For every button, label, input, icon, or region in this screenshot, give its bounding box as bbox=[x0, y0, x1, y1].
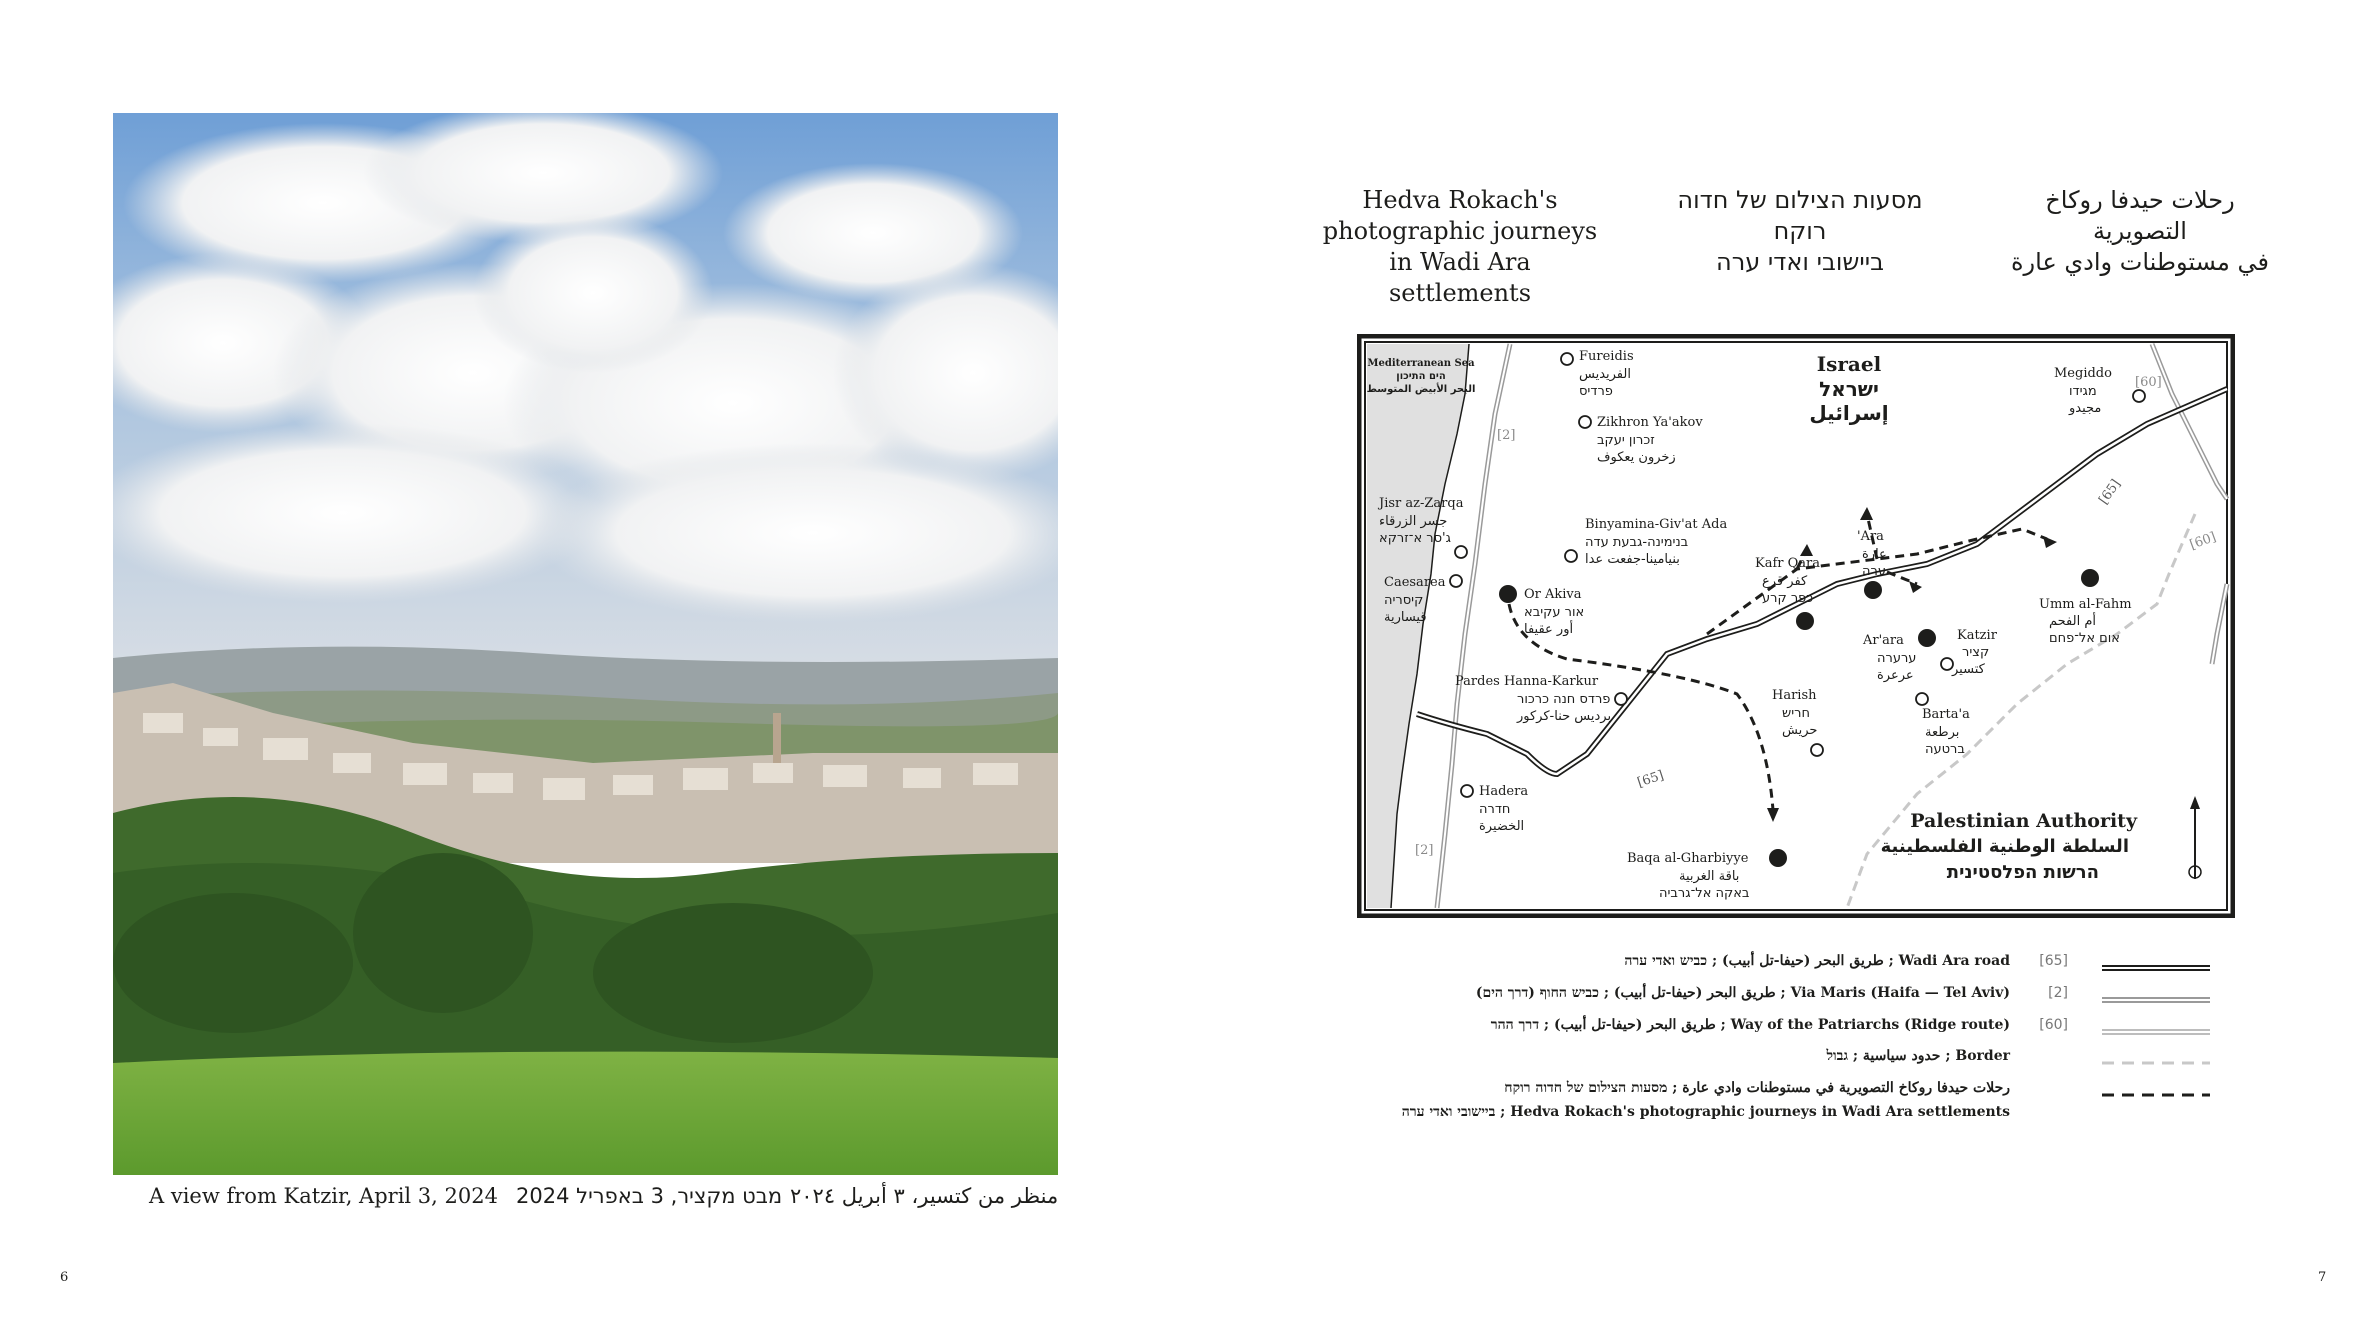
place-ara bbox=[1857, 529, 1887, 579]
svg-text:Harish: Harish bbox=[1772, 688, 1817, 703]
svg-text:ברטעה: ברטעה bbox=[1925, 742, 1965, 757]
svg-text:بنيامينا-جفعت عدا: بنيامينا-جفعت عدا bbox=[1585, 552, 1680, 567]
svg-text:إسرائيل: إسرائيل bbox=[1809, 401, 1889, 425]
svg-text:Hadera: Hadera bbox=[1479, 784, 1529, 799]
svg-text:عرعرة: عرعرة bbox=[1877, 668, 1914, 683]
svg-text:פרדיס: פרדיס bbox=[1579, 384, 1613, 399]
legend-row-60: طريق البحر (حيفا-تل أبيب) ; דרך ההר ; Way of the Patriarchs (Ridge route) [60] bbox=[1490, 1017, 2068, 1033]
page-number-left: 6 bbox=[60, 1270, 69, 1285]
svg-text:אור עקיבא: אור עקיבא bbox=[1524, 605, 1585, 620]
israel-label bbox=[1809, 352, 1888, 425]
svg-text:הרשות הפלסטינית: הרשות הפלסטינית bbox=[1946, 862, 2099, 883]
legend-row-2: طريق البحر (حيفا-تل أبيب) ; כביש החוף (דרך הים) ; Via Maris (Haifa — Tel Aviv) [2] bbox=[1475, 985, 2068, 1001]
svg-text:Baqa al-Gharbiyye: Baqa al-Gharbiyye bbox=[1627, 851, 1749, 866]
legend-row-65: طريق البحر (حيفا-تل أبيب) ; כביש ואדי ערה ; Wadi Ara road [65] bbox=[1624, 953, 2068, 969]
page-number-right: 7 bbox=[2318, 1270, 2327, 1285]
svg-text:כפר קרע: כפר קרע bbox=[1762, 591, 1814, 606]
svg-text:زخرون يعكوف: زخرون يعكوف bbox=[1597, 450, 1676, 465]
svg-text:Palestinian Authority: Palestinian Authority bbox=[1910, 810, 2137, 832]
svg-text:Caesarea: Caesarea bbox=[1384, 575, 1446, 590]
svg-text:برديس حنا-كركور: برديس حنا-كركور bbox=[1517, 709, 1612, 724]
svg-text:قيسارية: قيسارية bbox=[1384, 610, 1427, 625]
svg-text:جسر الزرقاء: جسر الزرقاء bbox=[1379, 514, 1448, 529]
svg-text:أم الفحم: أم الفحم bbox=[2049, 614, 2096, 629]
wadi-ara-map bbox=[1357, 334, 2235, 918]
svg-text:السلطة الوطنية الفلسطينية: السلطة الوطنية الفلسطينية bbox=[1880, 836, 2129, 857]
caption-english: A view from Katzir, April 3, 2024 bbox=[149, 1184, 498, 1208]
svg-text:חדרה: חדרה bbox=[1479, 802, 1511, 817]
svg-text:Binyamina-Giv'at Ada: Binyamina-Giv'at Ada bbox=[1585, 517, 1728, 532]
svg-text:בנימינה-גבעת עדה: בנימינה-גבעת עדה bbox=[1585, 535, 1689, 550]
svg-text:كفر قرع: كفر قرع bbox=[1762, 574, 1808, 589]
svg-text:Pardes Hanna-Karkur: Pardes Hanna-Karkur bbox=[1455, 674, 1599, 689]
svg-text:عارة: عارة bbox=[1862, 547, 1887, 562]
road-65-label-right: [65] bbox=[2096, 476, 2124, 508]
landscape-photo bbox=[113, 113, 1058, 1175]
title-hebrew: מסעות הצילום של חדוה רוקח ביישובי ואדי ערה bbox=[1677, 186, 1923, 276]
svg-text:باقة الغربية: باقة الغربية bbox=[1679, 869, 1740, 884]
title-arabic: رحلات حيدفا روكاخ التصويرية في مستوطنات وادي عارة bbox=[2010, 186, 2270, 276]
road-60-label-top: [60] bbox=[2135, 375, 2162, 390]
svg-text:זכרון יעקב: זכרון יעקב bbox=[1597, 433, 1655, 448]
road-2-label-top: [2] bbox=[1497, 428, 1516, 443]
svg-text:'Ara: 'Ara bbox=[1857, 529, 1884, 544]
svg-text:באקה אל־גרביה: באקה אל־גרביה bbox=[1659, 886, 1750, 901]
svg-text:Umm al-Fahm: Umm al-Fahm bbox=[2039, 597, 2132, 612]
svg-text:Or Akiva: Or Akiva bbox=[1524, 587, 1582, 602]
svg-text:ערה: ערה bbox=[1862, 564, 1886, 579]
svg-text:Fureidis: Fureidis bbox=[1579, 349, 1634, 364]
svg-text:الخضيرة: الخضيرة bbox=[1479, 819, 1525, 834]
svg-text:ג'סר א־זרקא: ג'סר א־זרקא bbox=[1379, 531, 1451, 546]
svg-text:Kafr Qara: Kafr Qara bbox=[1755, 556, 1820, 571]
road-60-label-side: [60] bbox=[2187, 529, 2219, 553]
title-english: Hedva Rokach's photographic journeys in Wadi Ara settlements bbox=[1322, 186, 1598, 307]
caption-arabic: منظر من كتسير، ٣ أبريل ٢٠٢٤ bbox=[790, 1184, 1059, 1208]
svg-text:حريش: حريش bbox=[1782, 723, 1818, 738]
svg-text:הים התיכון: הים התיכון bbox=[1396, 371, 1446, 382]
svg-text:מגידו: מגידו bbox=[2069, 384, 2097, 399]
svg-text:Israel: Israel bbox=[1816, 352, 1882, 376]
svg-text:Zikhron Ya'akov: Zikhron Ya'akov bbox=[1597, 415, 1703, 430]
legend-row-journeys-2: ביישובי ואדי ערה ; Hedva Rokach's photographic journeys in Wadi Ara settlements bbox=[1401, 1104, 2010, 1120]
svg-text:Katzir: Katzir bbox=[1957, 628, 1997, 643]
legend-row-journeys: رحلات حيدفا روكاخ التصويرية في مستوطنات وادي عارة ; מסעות הצילום של חדוה רוקח bbox=[1504, 1080, 2010, 1096]
svg-text:ערערה: ערערה bbox=[1877, 651, 1917, 666]
svg-text:برطعة: برطعة bbox=[1925, 725, 1960, 740]
road-2-label-bottom: [2] bbox=[1415, 843, 1434, 858]
svg-text:ישראל: ישראל bbox=[1819, 377, 1879, 401]
road-65-label-bottom: [65] bbox=[1635, 768, 1666, 791]
caption-hebrew: מבט מקציר, 3 באפריל 2024 bbox=[516, 1184, 783, 1208]
svg-text:كتسير: كتسير bbox=[1952, 662, 1985, 677]
svg-text:קיסריה: קיסריה bbox=[1384, 593, 1424, 608]
svg-text:אום אל־פחם: אום אל־פחם bbox=[2049, 631, 2120, 646]
svg-text:פרדס חנה כרכור: פרדס חנה כרכור bbox=[1517, 692, 1611, 707]
svg-text:أور عقيفا: أور عقيفا bbox=[1524, 622, 1574, 637]
legend-row-border: حدود سياسية ; גבול ; Border bbox=[1826, 1048, 2010, 1064]
svg-text:Mediterranean Sea: Mediterranean Sea bbox=[1367, 358, 1475, 369]
svg-text:קציר: קציר bbox=[1962, 645, 1990, 660]
svg-text:مجيدو: مجيدو bbox=[2069, 401, 2102, 416]
svg-text:البحر الأبيض المتوسط: البحر الأبيض المتوسط bbox=[1366, 384, 1476, 395]
svg-text:الفريديس: الفريديس bbox=[1579, 367, 1631, 382]
svg-text:Barta'a: Barta'a bbox=[1922, 707, 1970, 722]
svg-text:Ar'ara: Ar'ara bbox=[1863, 633, 1904, 648]
svg-text:Megiddo: Megiddo bbox=[2054, 366, 2112, 381]
svg-text:Jisr az-Zarqa: Jisr az-Zarqa bbox=[1379, 496, 1464, 511]
svg-text:חריש: חריש bbox=[1782, 706, 1810, 721]
